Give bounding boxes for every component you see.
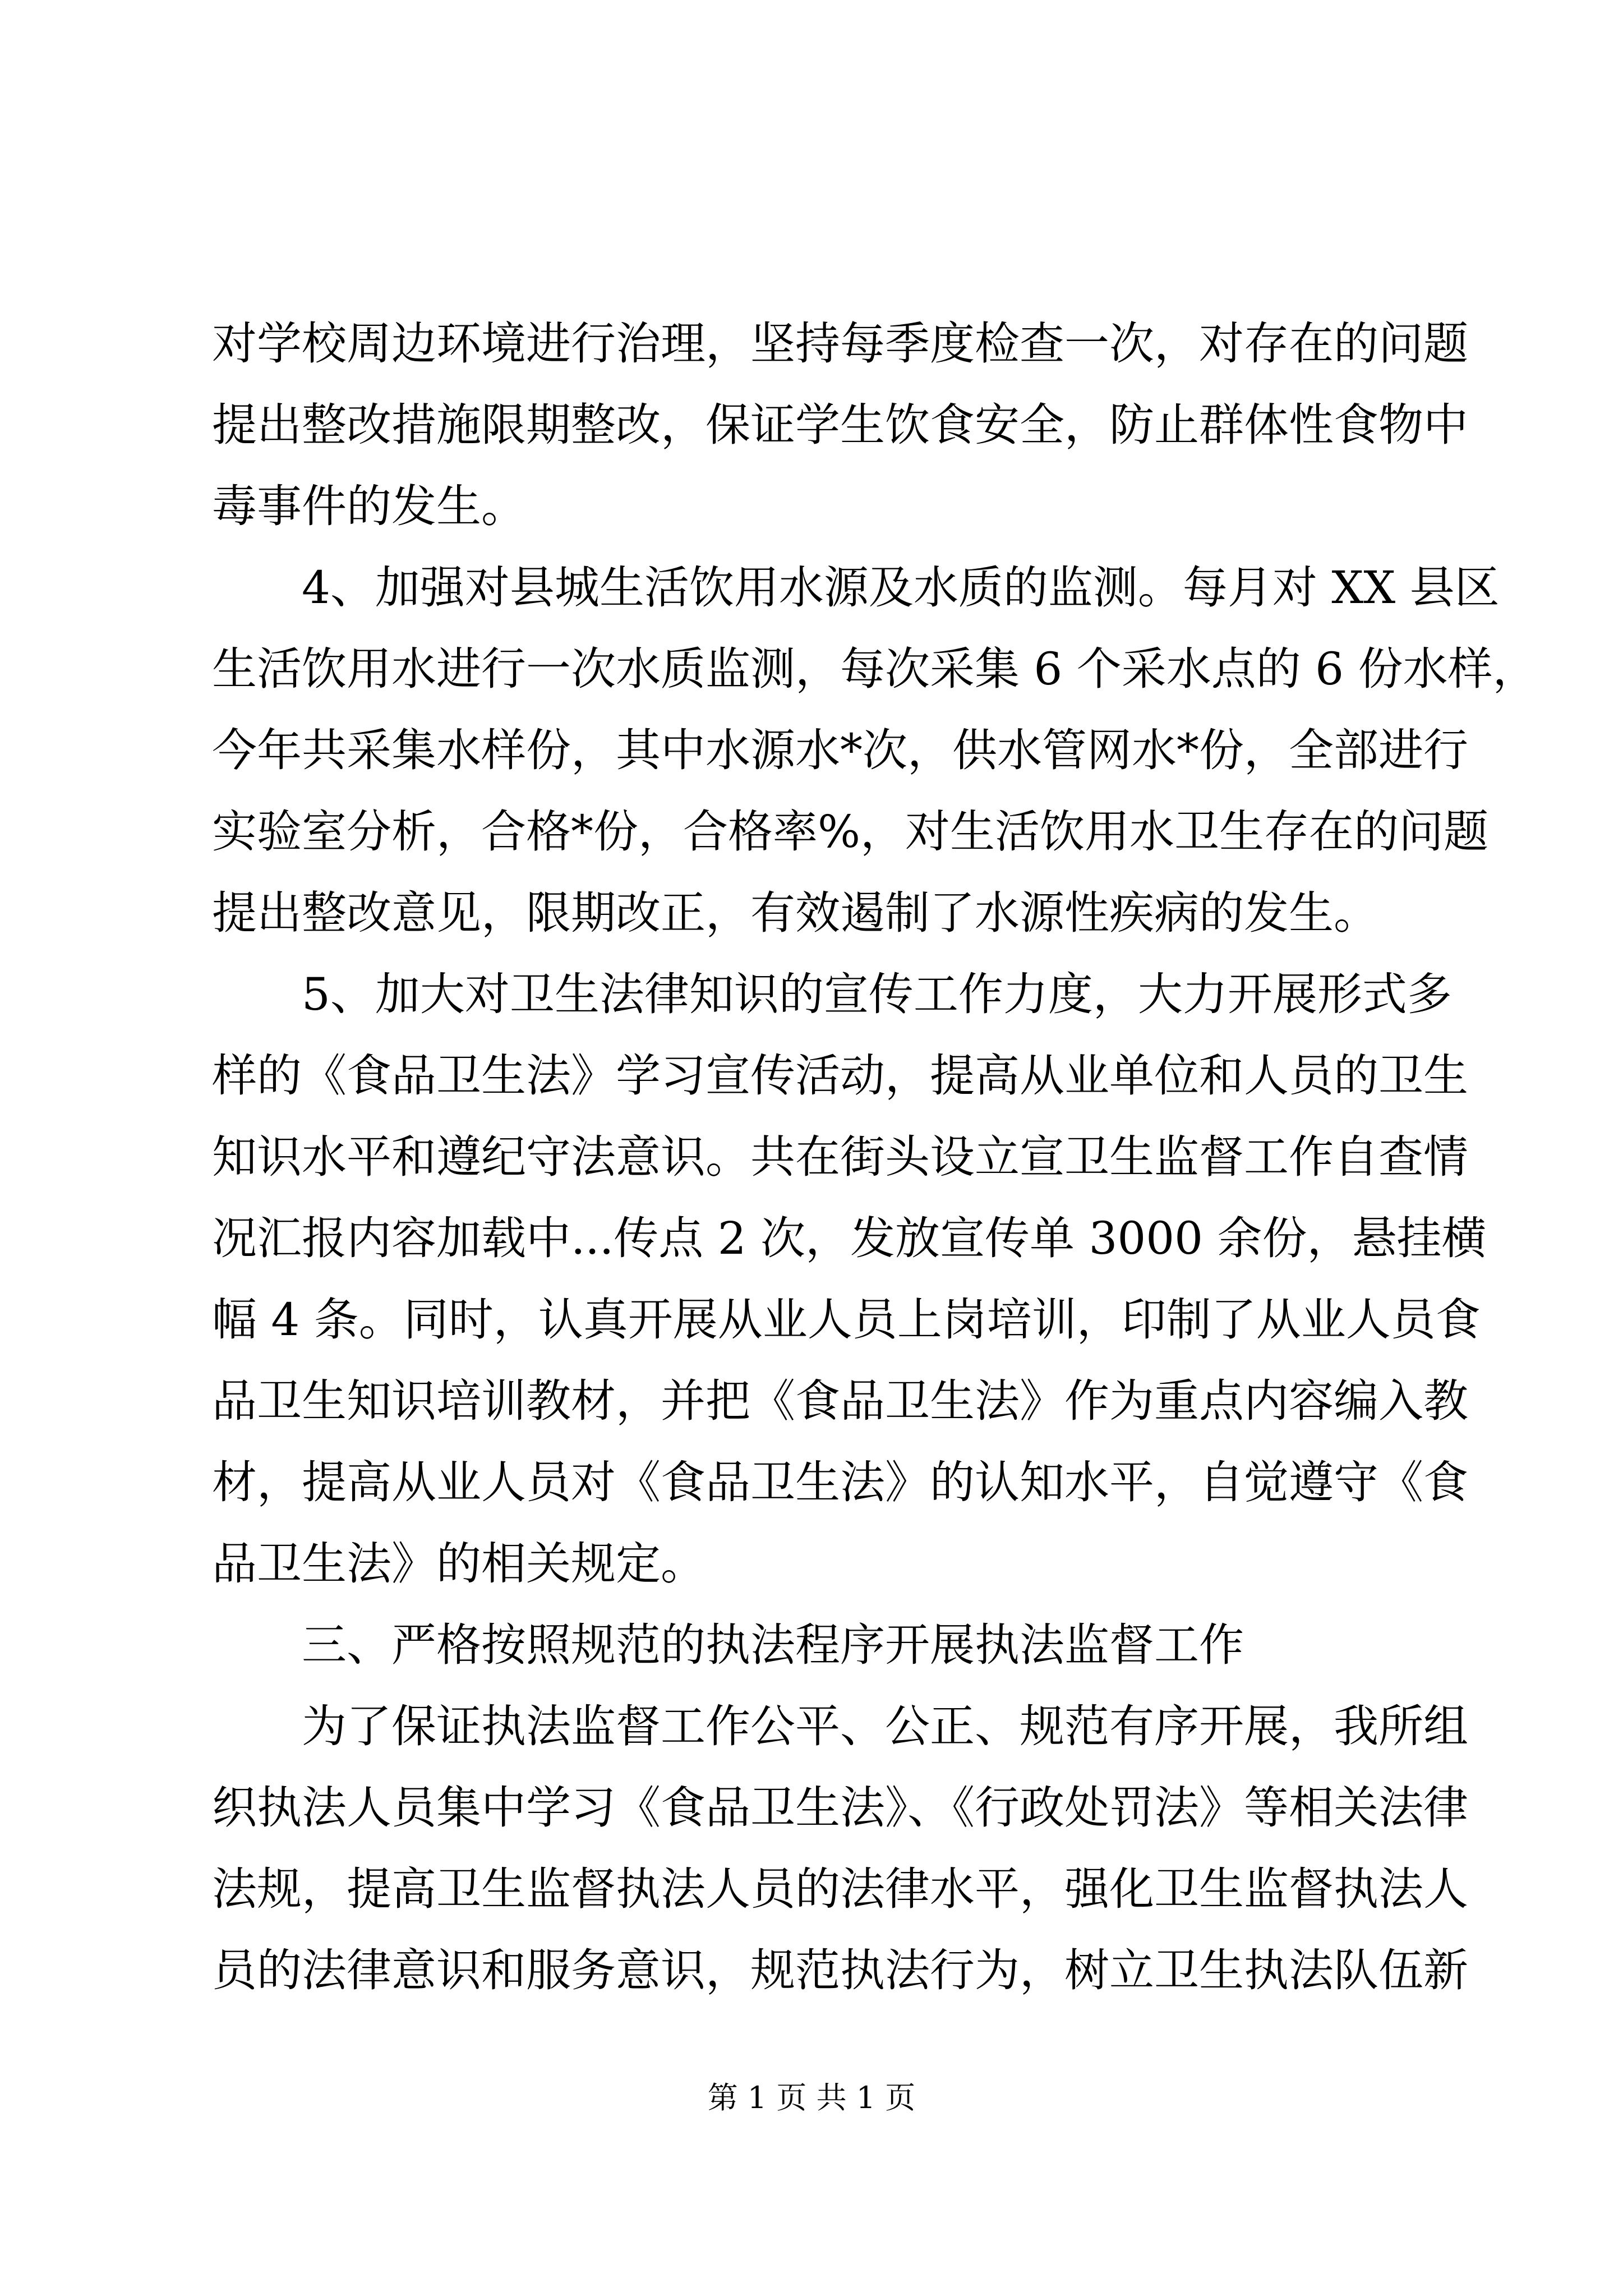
section-heading: 三、严格按照规范的执法程序开展执法监督工作	[212, 1619, 1244, 1671]
text-line: 对学校周边环境进行治理，坚持每季度检查一次，对存在的问题	[212, 318, 1468, 370]
text-line: 提出整改意见，限期改正，有效遏制了水源性疾病的发生。	[212, 887, 1378, 939]
page-number-label: 第 1 页 共 1 页	[707, 2080, 916, 2115]
text-line: 4、加强对县城生活饮用水源及水质的监测。每月对 XX 县区	[212, 562, 1500, 614]
text-line: 法规，提高卫生监督执法人员的法律水平，强化卫生监督执法人	[212, 1863, 1468, 1915]
text-line: 生活饮用水进行一次水质监测，每次采集 6 个采水点的 6 份水样，	[212, 643, 1538, 695]
text-line: 品卫生法》的相关规定。	[212, 1538, 706, 1590]
text-line: 知识水平和遵纪守法意识。共在街头设立宣卫生监督工作自查情	[212, 1131, 1468, 1183]
text-line: 毒事件的发生。	[212, 480, 526, 532]
text-line: 况汇报内容加载中...传点 2 次，发放宣传单 3000 余份，悬挂横	[212, 1212, 1487, 1264]
text-line: 5、加大对卫生法律知识的宣传工作力度，大力开展形式多	[212, 968, 1452, 1020]
text-line: 幅 4 条。同时，认真开展从业人员上岗培训，印制了从业人员食	[212, 1294, 1481, 1346]
text-line: 实验室分析，合格*份，合格率%，对生活饮用水卫生存在的问题	[212, 806, 1489, 858]
text-line: 样的《食品卫生法》学习宣传活动，提高从业单位和人员的卫生	[212, 1050, 1468, 1102]
page-footer	[0, 2076, 1623, 2120]
document-body	[212, 303, 1538, 2011]
text-line: 织执法人员集中学习《食品卫生法》、《行政处罚法》等相关法律	[212, 1782, 1468, 1834]
text-line: 品卫生知识培训教材，并把《食品卫生法》作为重点内容编入教	[212, 1375, 1468, 1427]
text-line: 为了保证执法监督工作公平、公正、规范有序开展，我所组	[212, 1700, 1468, 1752]
text-line: 提出整改措施限期整改，保证学生饮食安全，防止群体性食物中	[212, 399, 1468, 451]
text-line: 员的法律意识和服务意识，规范执法行为，树立卫生执法队伍新	[212, 1944, 1468, 1996]
text-line: 今年共采集水样份，其中水源水*次，供水管网水*份，全部进行	[212, 724, 1468, 776]
text-line: 材，提高从业人员对《食品卫生法》的认知水平，自觉遵守《食	[212, 1456, 1468, 1508]
